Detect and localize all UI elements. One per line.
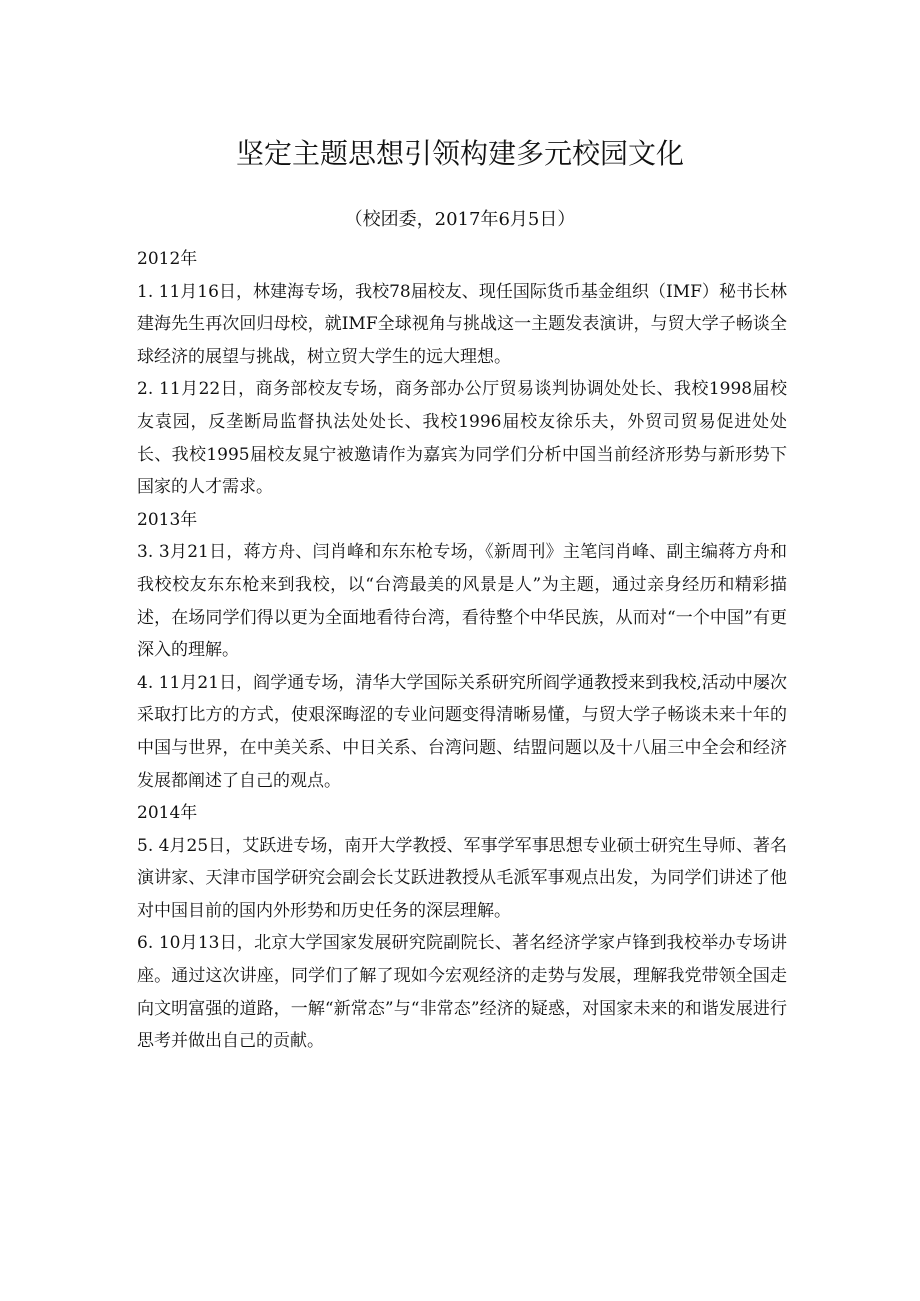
document-title: 坚定主题思想引领构建多元校园文化 xyxy=(235,137,684,170)
paragraph: 3. 3月21日，蒋方舟、闫肖峰和东东枪专场，《新周刊》主笔闫肖峰、副主编蒋方舟和我校校友东东枪来到我校，以“台湾最美的风景是人”为主题，通过亲身经历和精彩描述，在场同学们得以更为全面地看待台湾，看待整个中华民族，从而对“一个中国”有更深入的理解。 xyxy=(137,542,787,661)
paragraph: 5. 4月25日，艾跃进专场，南开大学教授、军事学军事思想专业硕士研究生导师、著名演讲家、天津市国学研究会副会长艾跃进教授从毛派军事观点出发，为同学们讲述了他对中国目前的国内外形势和历史任务的深层理解。 xyxy=(137,835,787,921)
paragraph: 6. 10月13日，北京大学国家发展研究院副院长、著名经济学家卢锋到我校举办专场讲座。通过这次讲座，同学们了解了现如今宏观经济的走势与发展，理解我党带领全国走向文明富强的道路，一解“新常态”与“非常态”经济的疑惑，对国家未来的和谐发展进行思考并做出自己的贡献。 xyxy=(137,933,787,1052)
paragraph: 2. 11月22日，商务部校友专场，商务部办公厅贸易谈判协调处处长、我校1998届校友袁园，反垄断局监督执法处处长、我校1996届校友徐乐夫，外贸司贸易促进处处长、我校1995届校友晁宁被邀请作为嘉宾为同学们分析中国当前经济形势与新形势下国家的人才需求。 xyxy=(137,379,787,498)
year-heading: 2012年 xyxy=(137,249,198,269)
year-heading: 2014年 xyxy=(137,803,198,824)
paragraph: 1. 11月16日，林建海专场，我校78届校友、现任国际货币基金组织（IMF）秘书长林建海先生再次回归母校，就IMF全球视角与挑战这一主题发表演讲，与贸大学子畅谈全球经济的展望与挑战，树立贸大学生的远大理想。 xyxy=(137,281,787,367)
year-heading: 2013年 xyxy=(137,509,198,530)
document-body xyxy=(137,243,787,1058)
paragraph: 4. 11月21日，阎学通专场，清华大学国际关系研究所阎学通教授来到我校,活动中屡次采取打比方的方式，使艰深晦涩的专业问题变得清晰易懂，与贸大学子畅谈未来十年的中国与世界，在中美关系、中日关系、台湾问题、结盟问题以及十八届三中全会和经济发展都阐述了自己的观点。 xyxy=(137,672,787,791)
document-subtitle: （校团委，2017年6月5日） xyxy=(344,209,576,230)
